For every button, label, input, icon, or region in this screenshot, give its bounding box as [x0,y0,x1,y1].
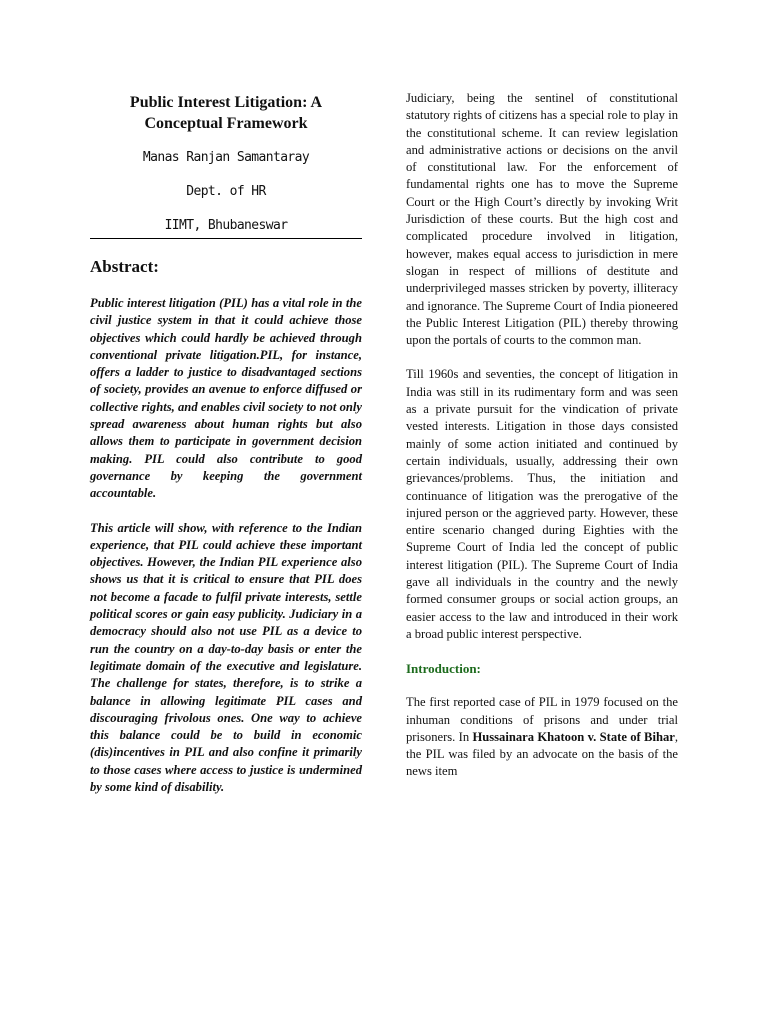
intro-text-end: , the PIL was filed by an advocate on the basis of the news item [406,729,678,779]
body-paragraph-2: Till 1960s and seventies, the concept of litigation in India was still in its rudimentary form and was seen as a private pursuit for the vindication of private vested interests. Litigation in those days consisted mainly of some action initiated and continued by certain individuals, usually, addressing their own grievances/problems. Thus, the initiation and continuance of litigation was the prerogative of the injured person or the aggrieved party. However, these entire scenario changed during Eighties with the Supreme Court of India led the concept of public interest litigation (PIL). The Supreme Court of India gave all individuals in the country and the newly formed consumer groups or social action groups, an easier access to the law and introduced in their work a broad public interest perspective. [406,367,678,641]
body-paragraph-1: Judiciary, being the sentinel of constitutional statutory rights of citizens has a special role to play in the constitutional scheme. It can review legislation and administrative actions or decisions on the anvil of constitutional law. For the enforcement of fundamental rights one has to move the Supreme Court or the High Court’s directly by invoking Writ Jurisdiction of these courts. But the high cost and complicated procedure involved in litigation, however, makes equal access to jurisdiction in mere slogan in respect of millions of destitute and underprivileged masses stricken by poverty, illiteracy and ignorance. The Supreme Court of India pioneered the Public Interest Litigation (PIL) thereby throwing upon the portals of courts to the common man. [406,91,678,348]
intro-text-start: The first reported case of PIL in 1979 focused on the inhuman conditions of prisons and under trial prisoners. In [406,695,678,744]
abstract-heading: Abstract: [90,257,159,276]
author-department: Dept. of HR [186,184,266,199]
title-divider [90,238,362,239]
author-institute: IIMT, Bhubaneswar [164,218,288,233]
case-name: Hussainara Khatoon v. State of Bihar [472,729,675,744]
right-column [406,90,678,781]
left-column [90,90,362,796]
author-name: Manas Ranjan Samantaray [142,150,310,165]
introduction-paragraph [406,694,678,780]
abstract-paragraph-2: This article will show, with reference to the Indian experience, that PIL could achieve these important objectives. However, the Indian PIL experience also shows us that it is critical to ensure that PIL does not become a facade to fulfil private interests, settle political scores or gain easy publicity. Judiciary in a democracy should also not use PIL as a device to run the country on a day-to-day basis or enter the legitimate domain of the executive and legislature. The challenge for states, therefore, is to strike a balance in allowing legitimate PIL cases and discouraging frivolous ones. One way to achieve this balance could be to build in economic (dis)incentives in PIL and also confine it primarily to those cases where access to justice is undermined by some kind of disability. [90,520,362,795]
paper-title: Public Interest Litigation: A Conceptual Framework [129,94,323,132]
abstract-paragraph-1: Public interest litigation (PIL) has a vital role in the civil justice system in that it could achieve those objectives which could hardly be achieved through conventional private litigation.PIL, for instance, offers a ladder to justice to disadvantaged sections of society, provides an avenue to enforce diffused or collective rights, and enables civil society to not only spread awareness about human rights but also allows them to participate in government decision making. PIL could also contribute to good governance by keeping the government accountable. [90,296,362,501]
introduction-heading: Introduction: [406,661,481,677]
